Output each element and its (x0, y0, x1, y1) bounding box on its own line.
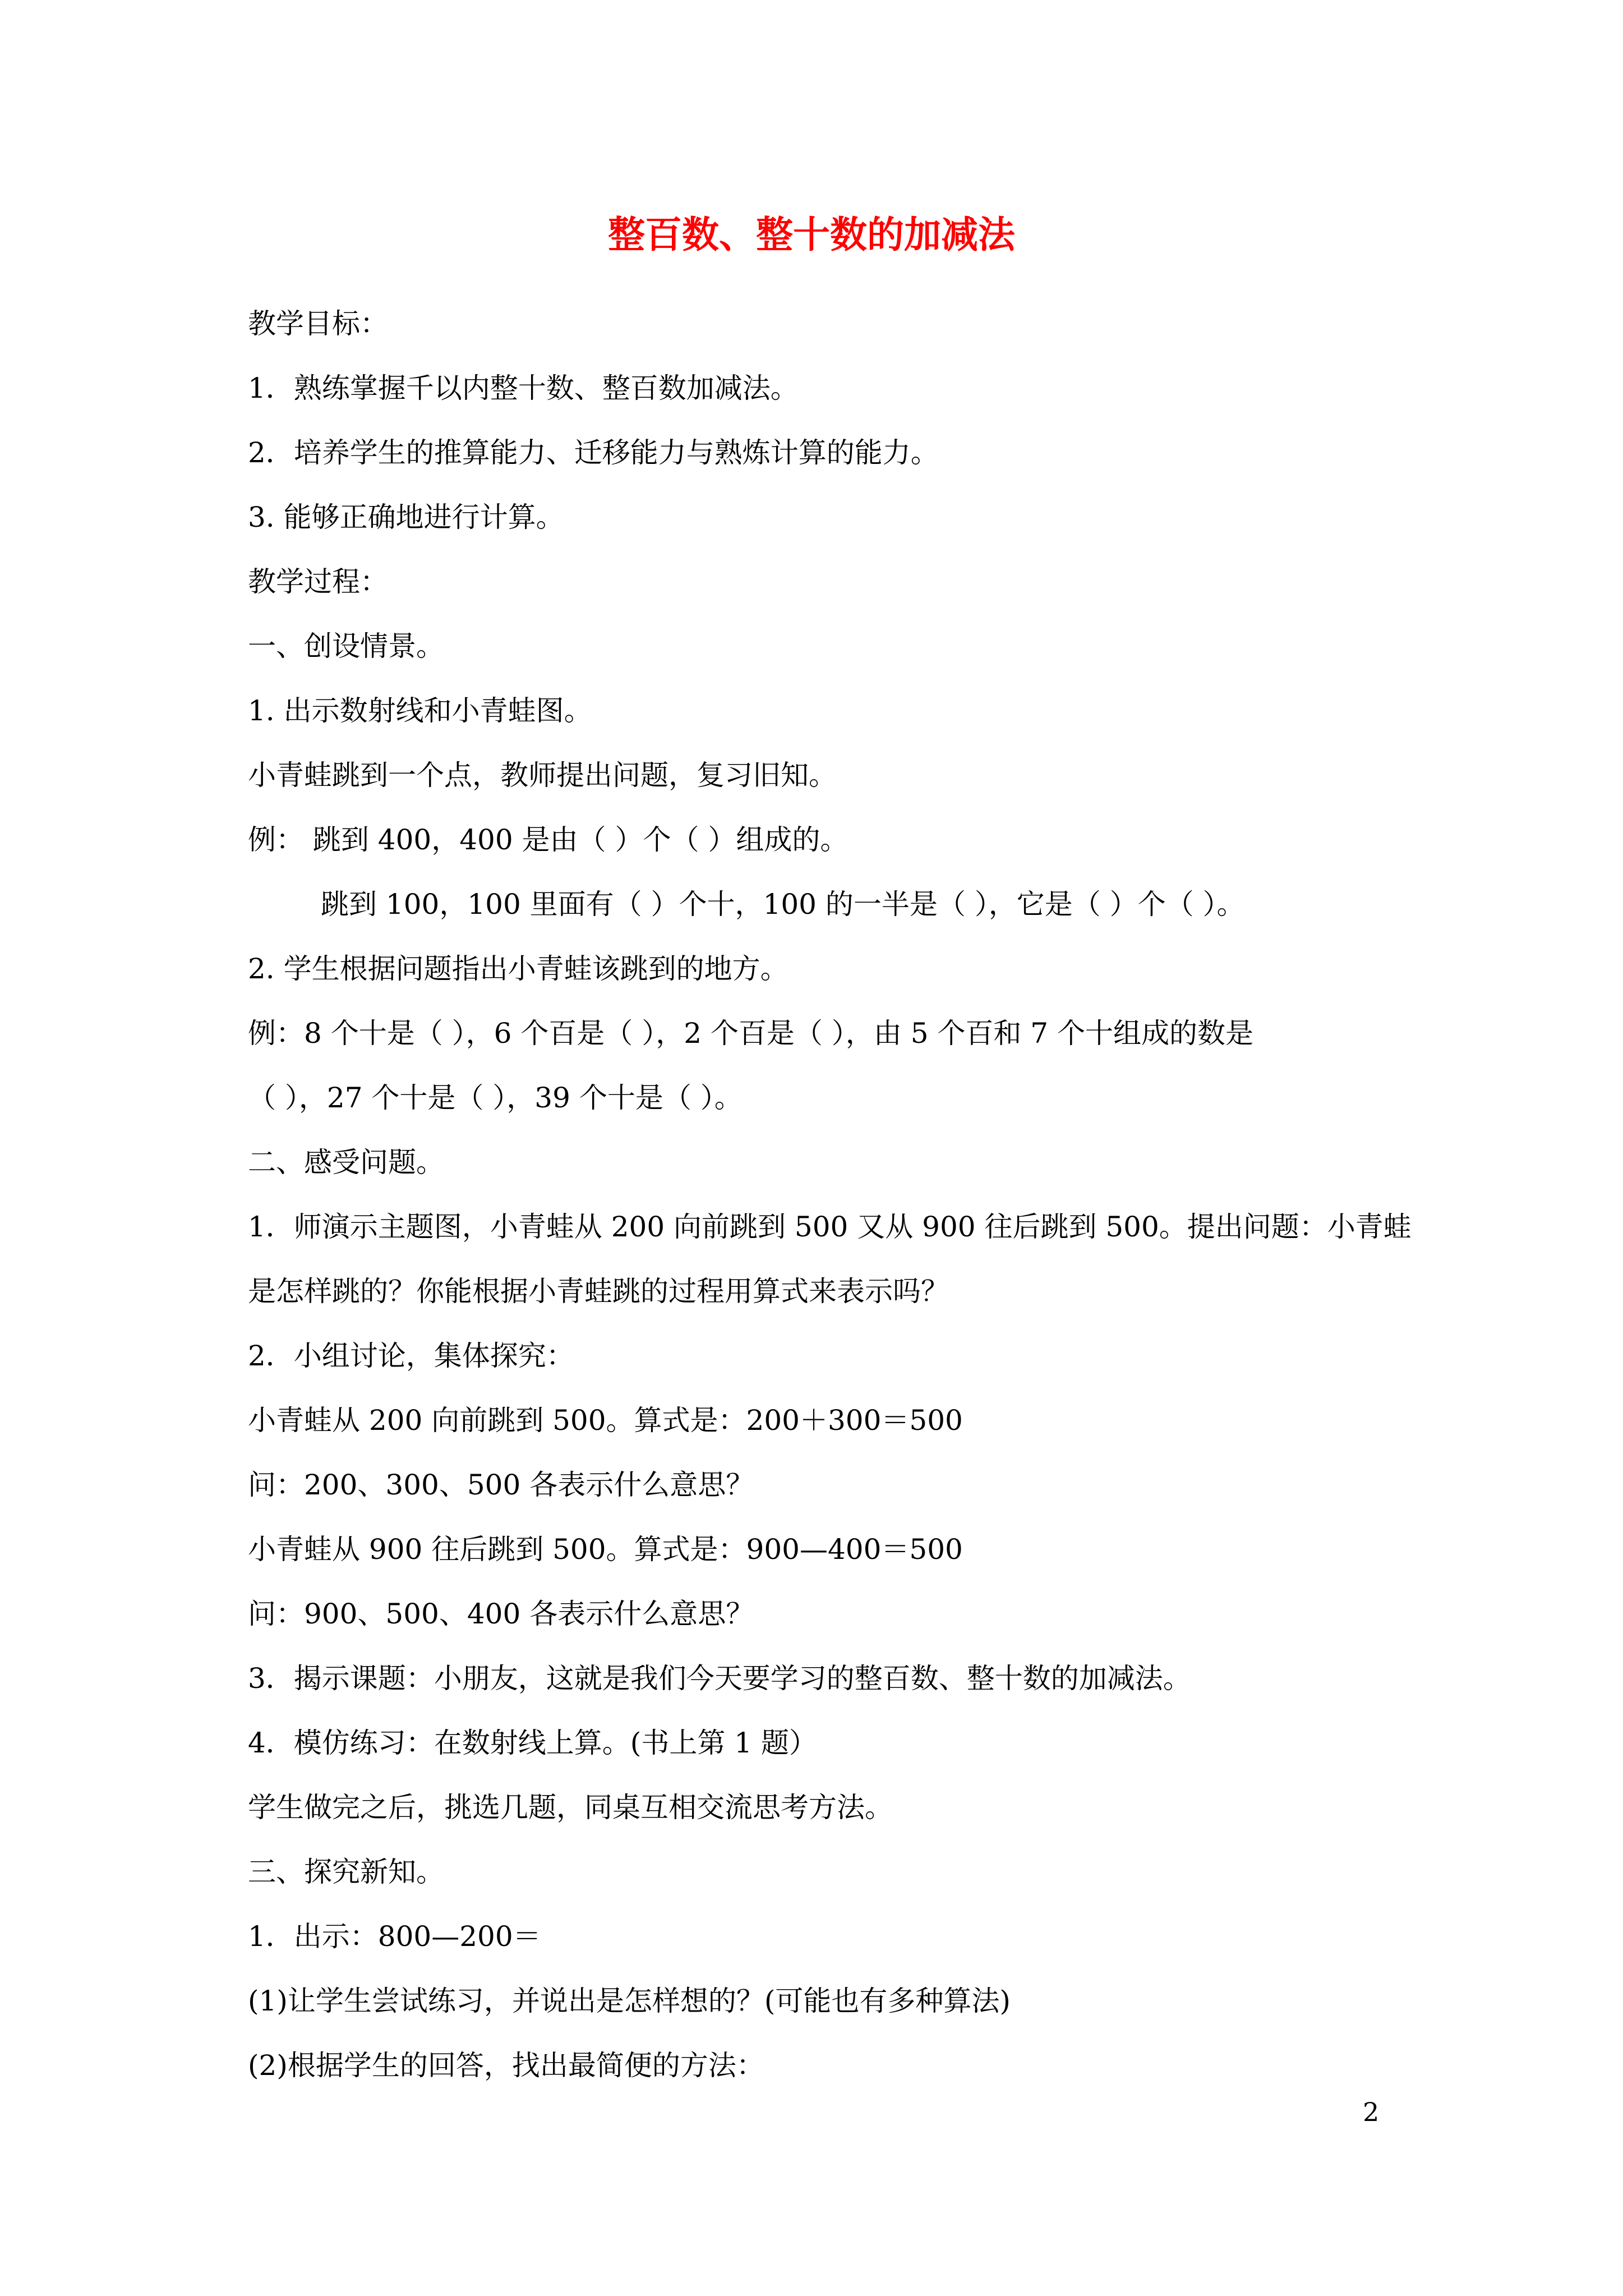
text-line-indented: 跳到 100，100 里面有（ ）个十，100 的一半是（ ），它是（ ）个（ ）。 (321, 888, 1245, 921)
text-line: 教学目标： (248, 307, 388, 340)
text-line: 三、探究新知。 (248, 1856, 444, 1888)
text-line: 例：8 个十是（ ），6 个百是（ ），2 个百是（ ），由 5 个百和 7 个十组成的数是 (248, 1017, 1253, 1050)
text-line: 是怎样跳的？你能根据小青蛙跳的过程用算式来表示吗？ (248, 1275, 949, 1308)
text-line: 4．模仿练习：在数射线上算。(书上第 1 题） (248, 1727, 817, 1759)
text-line: (2)根据学生的回答，找出最简便的方法： (248, 2049, 764, 2082)
text-line: 1．熟练掌握千以内整十数、整百数加减法。 (248, 372, 799, 404)
text-line: 2．培养学生的推算能力、迁移能力与熟炼计算的能力。 (248, 436, 939, 469)
text-line: （ ），27 个十是（ ），39 个十是（ ）。 (248, 1082, 743, 1114)
text-line: (1)让学生尝试练习，并说出是怎样想的？(可能也有多种算法) (248, 1985, 1011, 2017)
page-title: 整百数、整十数的加减法 (608, 213, 1015, 256)
text-line: 例： 跳到 400，400 是由（ ）个（ ）组成的。 (248, 823, 849, 856)
text-line: 学生做完之后，挑选几题，同桌互相交流思考方法。 (248, 1791, 893, 1824)
page-number: 2 (1363, 2097, 1380, 2127)
text-line: 2．小组讨论，集体探究： (248, 1340, 574, 1372)
text-line: 3．揭示课题：小朋友，这就是我们今天要学习的整百数、整十数的加减法。 (248, 1662, 1191, 1695)
text-line: 3. 能够正确地进行计算。 (248, 501, 564, 533)
text-line: 问：200、300、500 各表示什么意思？ (248, 1469, 754, 1501)
text-line: 1．师演示主题图，小青蛙从 200 向前跳到 500 又从 900 往后跳到 500。提出问题：小青蛙 (248, 1211, 1412, 1243)
text-line: 一、创设情景。 (248, 630, 444, 662)
text-line: 教学过程： (248, 565, 388, 598)
document-body (248, 292, 1412, 2098)
text-line: 问：900、500、400 各表示什么意思？ (248, 1598, 754, 1630)
text-line: 小青蛙跳到一个点，教师提出问题，复习旧知。 (248, 759, 837, 792)
text-line: 1．出示：800—200＝ (248, 1920, 541, 1953)
text-line: 2. 学生根据问题指出小青蛙该跳到的地方。 (248, 953, 789, 985)
text-line: 1. 出示数射线和小青蛙图。 (248, 694, 592, 727)
text-line: 二、感受问题。 (248, 1146, 444, 1179)
text-line: 小青蛙从 200 向前跳到 500。算式是：200＋300＝500 (248, 1404, 963, 1437)
text-line: 小青蛙从 900 往后跳到 500。算式是：900—400＝500 (248, 1533, 963, 1566)
